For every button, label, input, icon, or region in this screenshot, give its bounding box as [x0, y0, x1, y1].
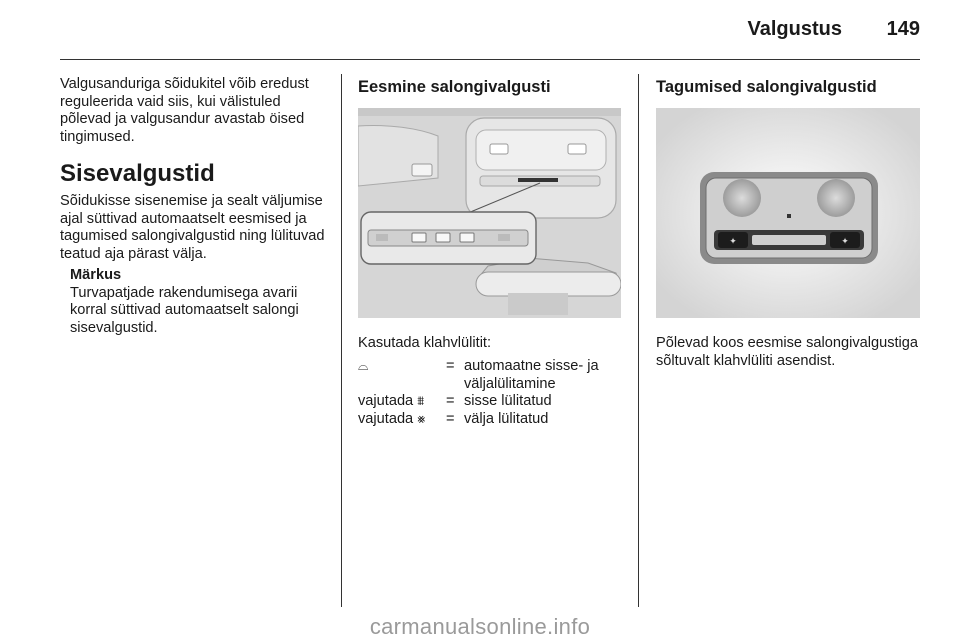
- legend-value: välja lülitatud: [464, 410, 549, 427]
- front-light-figure: [358, 108, 621, 318]
- front-light-lead: Kasutada klahvlülitit:: [358, 335, 492, 351]
- legend-value: automaatne sisse- ja väljalülitamine: [464, 358, 599, 392]
- svg-text:✦: ✦: [841, 237, 849, 247]
- front-light-heading: Eesmine salongivalgusti: [358, 78, 551, 96]
- light-off-icon: ⨳: [417, 411, 426, 427]
- rear-light-body: Põlevad koos eesmise salongivalgustiga sõltuvalt klahvlüliti asendist.: [656, 335, 919, 369]
- legend-equals: =: [446, 410, 455, 427]
- watermark-text: carmanualsonline.info: [369, 614, 591, 639]
- column-divider: [638, 74, 639, 607]
- column-divider: [341, 74, 342, 607]
- rear-light-illustration: [656, 108, 920, 318]
- legend-key-text: vajutada: [358, 393, 414, 409]
- intro-paragraph: Valgusanduriga sõidukitel võib eredust reguleerida vaid siis, kui välistuled põlevad ja valgusandur avastab öised tingimused.: [60, 76, 309, 145]
- header-divider: [60, 59, 920, 60]
- legend-value: sisse lülitatud: [464, 393, 552, 409]
- svg-text:✦: ✦: [729, 237, 737, 247]
- column-left: [60, 76, 326, 337]
- legend-row: [358, 393, 626, 411]
- page-number: 149: [886, 18, 920, 40]
- rear-light-heading: Tagumised salongivalgustid: [656, 78, 877, 96]
- legend-row: [358, 411, 626, 429]
- note-title: Märkus: [70, 267, 122, 283]
- section-title: Valgustus: [747, 18, 842, 40]
- legend-equals: =: [446, 393, 455, 409]
- legend-row: [358, 358, 626, 393]
- light-on-icon: ⩩: [417, 394, 425, 409]
- legend-equals: =: [446, 358, 455, 374]
- door-icon: ⌓: [358, 359, 369, 374]
- front-light-illustration: [358, 108, 621, 318]
- switch-legend: [358, 358, 626, 428]
- rear-light-figure: [656, 108, 920, 318]
- note-block: [70, 267, 326, 337]
- section-heading: Sisevalgustid: [60, 160, 215, 187]
- legend-key-text: vajutada: [358, 410, 414, 427]
- body-paragraph: Sõidukisse sisenemise ja sealt väljumise ajal süttivad automaatselt eesmised ja tagumised salongivalgustid ning lülituvad teatud aja pärast välja.: [60, 193, 325, 262]
- note-text: Turvapatjade rakendumisega avarii korral süttivad automaatselt salongi sisevalgustid.: [70, 284, 299, 336]
